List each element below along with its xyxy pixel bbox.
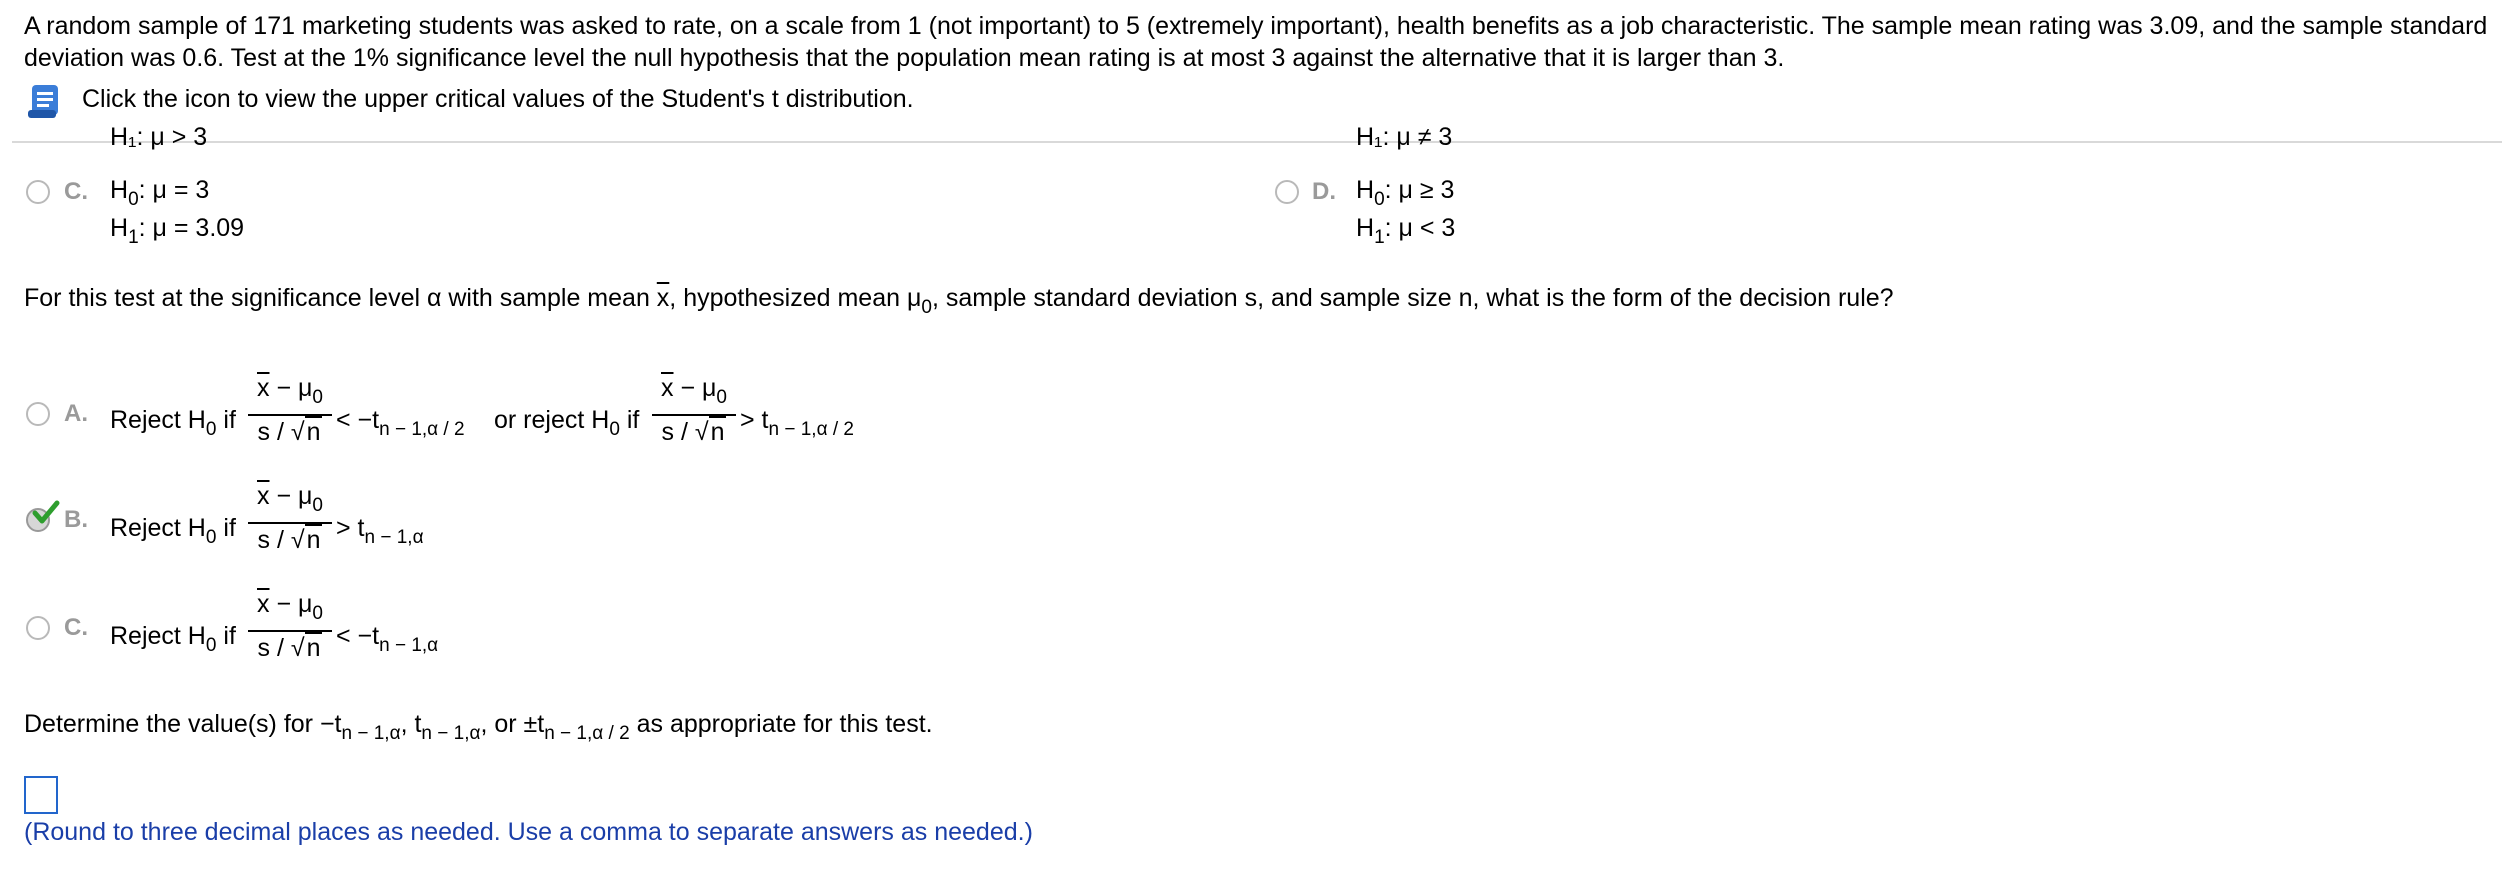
critical-value-prompt: Determine the value(s) for $-t_{n - 1,\alpha}$, $t_{n - 1,\alpha}$, or $\pm t_{n - 1,\alpha / 2}$ as appropriate for this test. (24, 710, 933, 744)
hypothesis-c-h1[interactable]: $H_1$: μ = 3.09 (110, 214, 245, 248)
hypothesis-d-h1[interactable]: $H_1$: μ < 3 (1356, 214, 1456, 248)
decision-rule-question: For this test at the significance level α with sample mean $\overline{x}$, hypothesized mean $\mu_0$, sample standard deviation s, and sample size n, what is the form of the decision rule? (24, 284, 1894, 318)
test-statistic-fraction: $\overline{x} - \mu_0$ s / √n (248, 590, 332, 674)
rounding-hint: (Round to three decimal places as needed. Use a comma to separate answers as needed.) (24, 818, 1033, 846)
option-letter-b: B. (64, 506, 88, 533)
problem-statement: A random sample of 171 marketing students was asked to rate, on a scale from 1 (not important) to 5 (extremely important), health benefits as a job characteristic. The sample mean rating was 3.09, and the sample standard deviation was 0.6. Test at the 1% significance level the null hypothesis that the population mean rating is at most 3 against the alternative that it is larger than 3. (24, 12, 2488, 72)
hypothesis-c-h0[interactable]: $H_0$: μ = 3 (110, 176, 210, 210)
radio-hypothesis-c[interactable] (26, 180, 50, 204)
option-letter-a: A. (64, 400, 88, 427)
rule-c-reject[interactable]: Reject $H_0$ if (110, 622, 236, 656)
option-letter-c: C. (64, 178, 88, 205)
rule-c-lower: < $-t_{n - 1,\alpha}$ (336, 622, 439, 656)
test-statistic-fraction: $\overline{x} - \mu_0$ s / √n (248, 374, 332, 458)
rule-a-upper: > $t_{n - 1,\alpha / 2}$ (740, 406, 854, 440)
answer-input[interactable] (24, 776, 58, 814)
rule-b-upper: > $t_{n - 1,\alpha}$ (336, 514, 424, 548)
rule-b-reject[interactable]: Reject $H_0$ if (110, 514, 236, 548)
radio-hypothesis-d[interactable] (1275, 180, 1299, 204)
rule-a-lower: < $-t_{n - 1,\alpha / 2}$ (336, 406, 465, 440)
test-statistic-fraction: $\overline{x} - \mu_0$ s / √n (652, 374, 736, 458)
divider (12, 141, 2502, 143)
option-letter-c: C. (64, 614, 88, 641)
book-icon[interactable] (26, 82, 64, 120)
rule-a-reject[interactable]: Reject $H_0$ if (110, 406, 236, 440)
icon-prompt: Click the icon to view the upper critical values of the Student's t distribution. (82, 85, 914, 113)
radio-rule-a[interactable] (26, 402, 50, 426)
option-letter-d: D. (1312, 178, 1336, 205)
rule-a-or-reject: or reject $H_0$ if (494, 406, 640, 440)
correct-check-icon (32, 500, 60, 533)
test-statistic-fraction: $\overline{x} - \mu_0$ s / √n (248, 482, 332, 566)
clipped-hypothesis-left: H₁: μ > 3 (110, 123, 208, 151)
hypothesis-d-h0[interactable]: $H_0$: μ ≥ 3 (1356, 176, 1455, 210)
clipped-hypothesis-right: H₁: μ ≠ 3 (1356, 123, 1453, 151)
radio-rule-c[interactable] (26, 616, 50, 640)
